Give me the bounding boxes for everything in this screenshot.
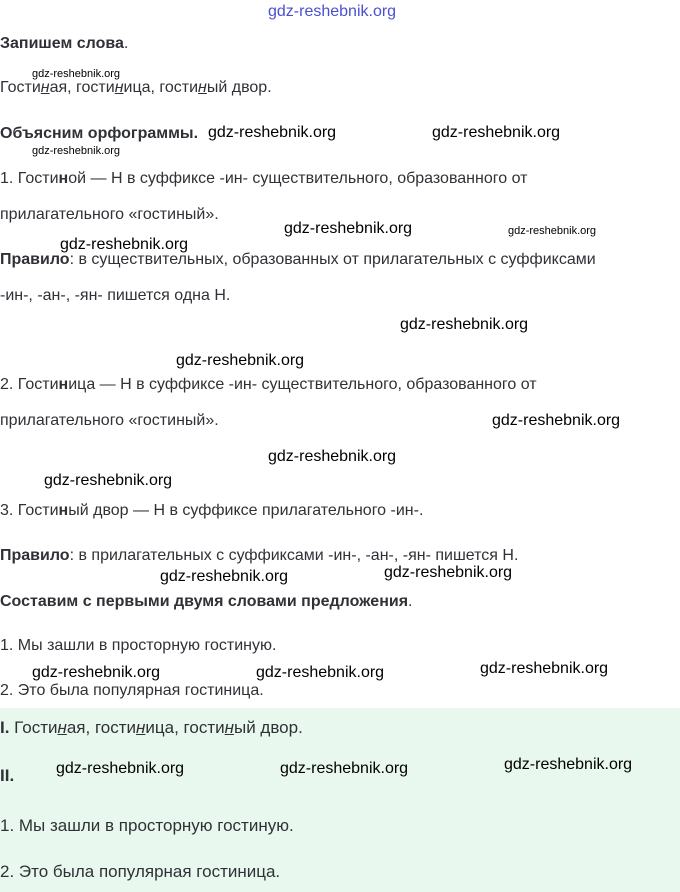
- heading-write-words: Запишем слова.: [0, 35, 129, 52]
- watermark: gdz-reshebnik.org: [32, 664, 161, 681]
- watermark: gdz-reshebnik.org: [284, 220, 413, 237]
- heading-sentences: Составим с первыми двумя словами предложения.: [0, 593, 413, 610]
- watermark: gdz-reshebnik.org: [268, 448, 397, 465]
- sentence-1: 1. Мы зашли в просторную гостиную.: [0, 637, 277, 654]
- words-line: Гостиная, гостиница, гостиный двор.: [0, 79, 272, 96]
- sentence-2: 2. Это была популярная гостиница.: [0, 682, 264, 699]
- watermark: gdz-reshebnik.org: [504, 756, 633, 773]
- watermark: gdz-reshebnik.org: [32, 145, 121, 157]
- watermark: gdz-reshebnik.org: [176, 352, 305, 369]
- watermark: gdz-reshebnik.org: [208, 124, 337, 141]
- watermark: gdz-reshebnik.org: [160, 568, 289, 585]
- answer-words: I. Гостиная, гостиница, гостиный двор.: [0, 718, 303, 737]
- watermark: gdz-reshebnik.org: [400, 316, 529, 333]
- watermark: gdz-reshebnik.org: [256, 664, 385, 681]
- rule-2: Правило: в прилагательных с суффиксами -ин-, -ан-, -ян- пишется Н.: [0, 547, 519, 564]
- watermark: gdz-reshebnik.org: [56, 760, 185, 777]
- item-1-line-2: прилагательного «гостиный».: [0, 206, 219, 223]
- watermark: gdz-reshebnik.org: [44, 472, 173, 489]
- answer-sentence-1: 1. Мы зашли в просторную гостиную.: [0, 816, 294, 835]
- rule-1: Правило: в существительных, образованных от прилагательных с суффиксами: [0, 251, 596, 268]
- watermark: gdz-reshebnik.org: [432, 124, 561, 141]
- answer-sentence-2: 2. Это была популярная гостиница.: [0, 862, 281, 881]
- watermark: gdz-reshebnik.org: [268, 3, 397, 20]
- item-3: 3. Гостиный двор — Н в суффиксе прилагательного -ин-.: [0, 502, 424, 519]
- watermark: gdz-reshebnik.org: [32, 68, 121, 80]
- heading-explain: Объясним орфограммы.: [0, 125, 199, 142]
- watermark: gdz-reshebnik.org: [492, 412, 621, 429]
- item-1: 1. Гостиной — Н в суффиксе -ин- существительного, образованного от: [0, 170, 528, 187]
- watermark: gdz-reshebnik.org: [480, 660, 609, 677]
- item-2-line-2: прилагательного «гостиный».: [0, 412, 219, 429]
- watermark: gdz-reshebnik.org: [508, 225, 597, 237]
- watermark: gdz-reshebnik.org: [384, 564, 513, 581]
- answer-roman-2: II.: [0, 766, 15, 785]
- item-2: 2. Гостиница — Н в суффиксе -ин- существительного, образованного от: [0, 376, 537, 393]
- rule-1-line-2: -ин-, -ан-, -ян- пишется одна Н.: [0, 287, 231, 304]
- watermark: gdz-reshebnik.org: [60, 236, 189, 253]
- watermark: gdz-reshebnik.org: [280, 760, 409, 777]
